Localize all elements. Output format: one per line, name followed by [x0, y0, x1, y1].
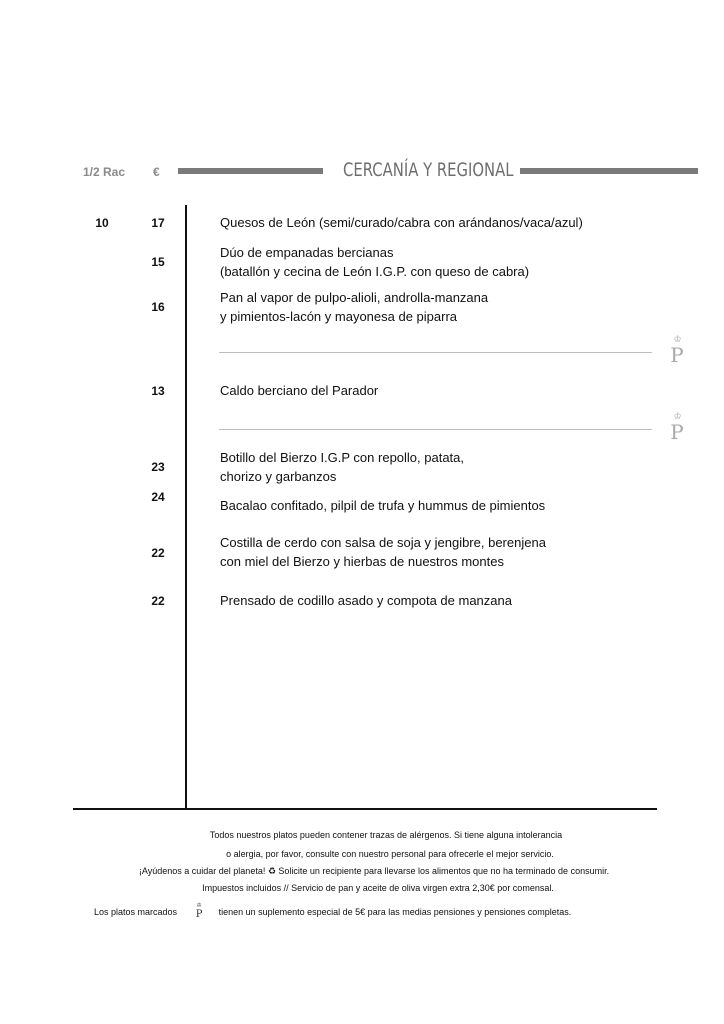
item-name-line2: con miel del Bierzo y hierbas de nuestros montes — [220, 554, 504, 569]
item-name: Quesos de León (semi/curado/cabra con arándanos/vaca/azul) — [220, 215, 583, 230]
column-divider — [185, 205, 187, 809]
parador-letter: P — [670, 343, 684, 367]
item-name: Pan al vapor de pulpo-alioli, androlla-manzana — [220, 290, 489, 305]
item-name-line2: chorizo y garbanzos — [220, 469, 337, 484]
header-bar-right — [520, 168, 698, 174]
parador-mark-icon-small — [192, 902, 206, 920]
parador-letter: P — [670, 420, 684, 444]
separator-rule — [219, 352, 652, 353]
item-price: 13 — [151, 384, 165, 398]
bottom-rule — [73, 808, 657, 810]
supplement-notice-before: Los platos marcados — [94, 907, 178, 917]
planet-notice: ¡Ayúdenos a cuidar del planeta! ♻ Solicite un recipiente para llevarse los alimentos que no ha terminado de consumir. — [138, 866, 610, 876]
currency-header: € — [153, 165, 160, 179]
item-name: Botillo del Bierzo I.G.P con repollo, patata, — [220, 450, 465, 465]
crown-icon: ♔ — [673, 335, 681, 345]
supplement-notice — [0, 902, 724, 920]
half-portion-header: 1/2 Rac — [83, 165, 126, 179]
item-price: 16 — [151, 300, 165, 314]
item-price: 15 — [151, 255, 165, 269]
section-title: CERCANÍA Y REGIONAL — [343, 159, 514, 181]
tax-notice: Impuestos incluidos // Servicio de pan y aceite de oliva virgen extra 2,30€ por comensal. — [202, 883, 554, 893]
item-name: Caldo berciano del Parador — [220, 383, 379, 398]
item-name: Bacalao confitado, pilpil de trufa y hummus de pimientos — [220, 498, 546, 513]
crown-icon: ♔ — [673, 412, 681, 422]
item-price: 22 — [151, 546, 165, 560]
crown-icon: ♔ — [196, 902, 202, 909]
allergen-notice: Todos nuestros platos pueden contener trazas de alérgenos. Si tiene alguna intolerancia — [209, 830, 563, 840]
header-bar-left — [178, 168, 323, 174]
parador-mark-icon — [666, 336, 688, 365]
item-name-line2: (batallón y cecina de León I.G.P. con queso de cabra) — [220, 264, 530, 279]
item-name: Costilla de cerdo con salsa de soja y jengibre, berenjena — [220, 535, 546, 550]
parador-mark-icon — [666, 413, 688, 442]
item-name: Prensado de codillo asado y compota de manzana — [220, 593, 512, 608]
allergen-notice-line2: o alergia, por favor, consulte con nuestro personal para ofrecerle el mejor servicio. — [226, 849, 554, 859]
supplement-notice-after: tienen un suplemento especial de 5€ para las medias pensiones y pensiones completas. — [218, 907, 572, 917]
item-name-line2: y pimientos-lacón y mayonesa de piparra — [220, 309, 458, 324]
item-price: 22 — [151, 594, 165, 608]
item-price: 17 — [151, 216, 165, 230]
item-price: 24 — [151, 490, 165, 504]
parador-letter: P — [195, 909, 203, 920]
item-name: Dúo de empanadas bercianas — [220, 245, 394, 260]
separator-rule — [219, 429, 652, 430]
item-half-price: 10 — [95, 216, 109, 230]
item-price: 23 — [151, 460, 165, 474]
